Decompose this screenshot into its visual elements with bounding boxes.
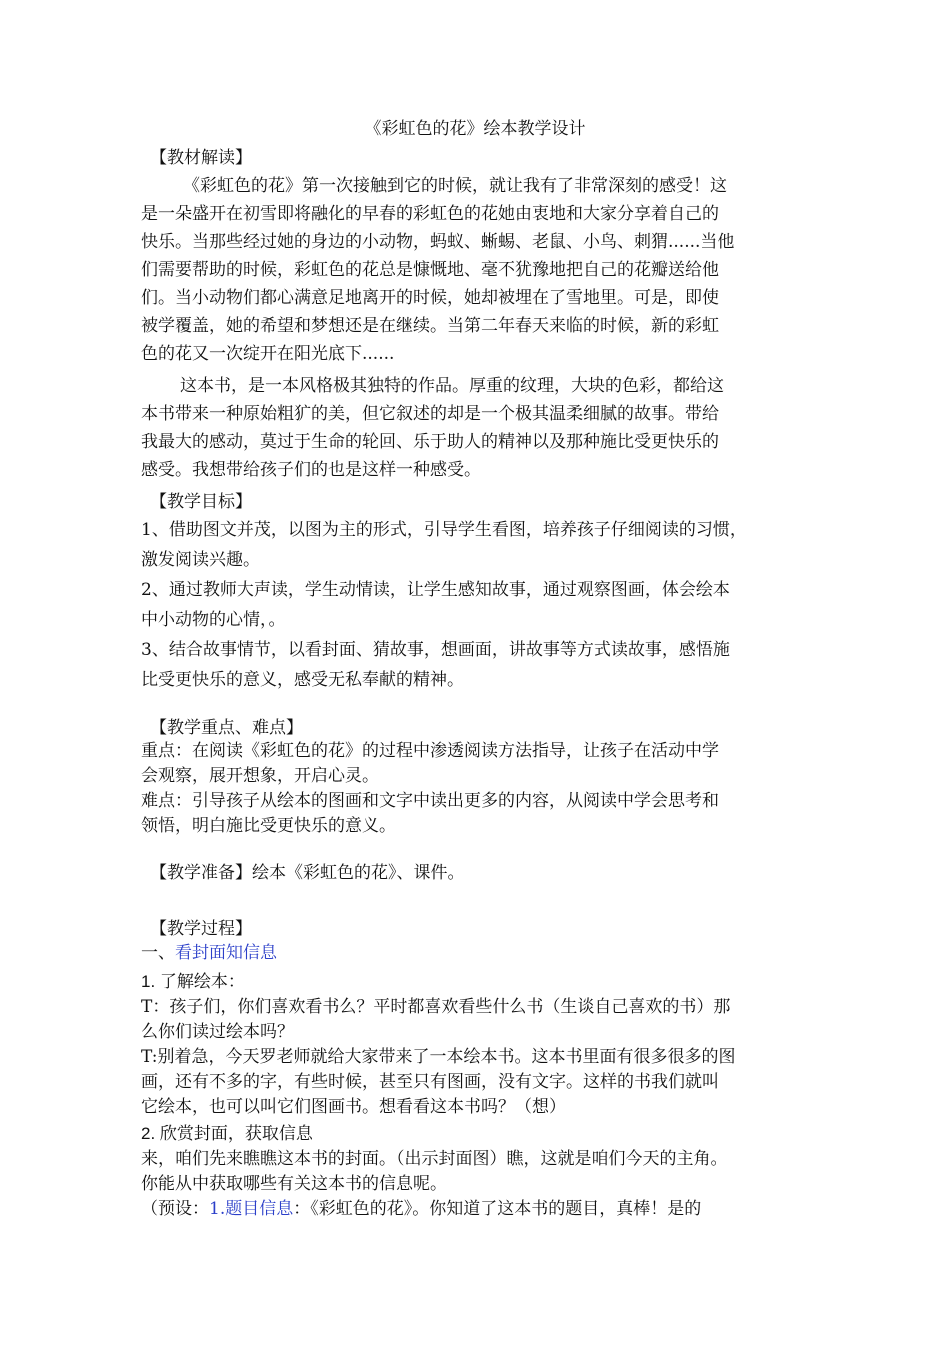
substep-heading: 1. 了解绘本： (141, 972, 245, 991)
paragraph-line: 色的花又一次绽开在阳光底下...... (141, 344, 395, 364)
paragraph-line: 我最大的感动，莫过于生命的轮回、乐于助人的精神以及那种施比受更快乐的 (141, 432, 719, 452)
dialogue-line: T：孩子们，你们喜欢看书么？平时都喜欢看些什么书（生谈自己喜欢的书）那 (141, 997, 731, 1017)
dialogue-line: 它绘本，也可以叫它们图画书。想看看这本书吗？（想） (141, 1097, 566, 1117)
paragraph-line: （预设：1.题目信息：《彩虹色的花》。你知道了这本书的题目，真棒！是的 (141, 1199, 702, 1219)
paragraph-line: 是一朵盛开在初雪即将融化的早春的彩虹色的花她由衷地和大家分享着自己的 (141, 204, 719, 224)
paragraph-line: 被学覆盖，她的希望和梦想还是在继续。当第二年春天来临的时候，新的彩虹 (141, 316, 719, 336)
preset-topic-link: 1.题目信息 (209, 1199, 294, 1219)
paragraph-line: 们。当小动物们都心满意足地离开的时候，她却被埋在了雪地里。可是，即使 (141, 288, 719, 308)
substep-heading: 2. 欣赏封面，获取信息 (141, 1124, 313, 1143)
paragraph-line: 会观察，展开想象，开启心灵。 (141, 766, 379, 786)
paragraph-line: 们需要帮助的时候，彩虹色的花总是慷慨地、毫不犹豫地把自己的花瓣送给他 (141, 260, 719, 280)
goal-item: 激发阅读兴趣。 (141, 550, 260, 570)
section-heading-goals: 【教学目标】 (150, 492, 252, 512)
paragraph-line: 快乐。当那些经过她的身边的小动物，蚂蚁、蜥蜴、老鼠、小鸟、刺猬......当他 (141, 232, 735, 252)
goal-item: 3、结合故事情节，以看封面、猜故事，想画面，讲故事等方式读故事，感悟施 (141, 640, 730, 660)
section-heading-keypoints: 【教学重点、难点】 (150, 718, 303, 738)
dialogue-line: T:别着急，今天罗老师就给大家带来了一本绘本书。这本书里面有很多很多的图 (141, 1047, 736, 1067)
paragraph-line: 难点：引导孩子从绘本的图画和文字中读出更多的内容，从阅读中学会思考和 (141, 791, 719, 811)
dialogue-line: 画，还有不多的字，有些时候，甚至只有图画，没有文字。这样的书我们就叫 (141, 1072, 719, 1092)
goal-item: 中小动物的心情，。 (141, 610, 286, 630)
goal-item: 1、借助图文并茂，以图为主的形式，引导学生看图，培养孩子仔细阅读的习惯， (141, 520, 747, 540)
goal-item: 比受更快乐的意义，感受无私奉献的精神。 (141, 670, 464, 690)
paragraph-line: 感受。我想带给孩子们的也是这样一种感受。 (141, 460, 481, 480)
document-title: 《彩虹色的花》绘本教学设计 (364, 119, 586, 139)
step-title-link: 看封面知信息 (175, 943, 277, 963)
goal-item: 2、通过教师大声读，学生动情读，让学生感知故事，通过观察图画，体会绘本 (141, 580, 730, 600)
section-heading-preparation: 【教学准备】绘本《彩虹色的花》、课件。 (150, 863, 465, 883)
paragraph-line: 重点：在阅读《彩虹色的花》的过程中渗透阅读方法指导，让孩子在活动中学 (141, 741, 719, 761)
paragraph-line: 这本书，是一本风格极其独特的作品。厚重的纹理，大块的色彩，都给这 (180, 376, 724, 396)
paragraph-line: 领悟，明白施比受更快乐的意义。 (141, 816, 396, 836)
paragraph-line: 来，咱们先来瞧瞧这本书的封面。（出示封面图）瞧，这就是咱们今天的主角。 (141, 1149, 728, 1169)
process-step-heading (141, 941, 277, 965)
paragraph-line: 《彩虹色的花》第一次接触到它的时候，就让我有了非常深刻的感受！这 (183, 176, 727, 196)
paragraph-line: 本书带来一种原始粗犷的美，但它叙述的却是一个极其温柔细腻的故事。带给 (141, 404, 719, 424)
section-heading-material: 【教材解读】 (150, 148, 252, 168)
section-heading-process: 【教学过程】 (150, 919, 252, 939)
step-number: 一、 (141, 943, 175, 963)
dialogue-line: 么你们读过绘本吗？ (141, 1022, 294, 1042)
paragraph-line: 你能从中获取哪些有关这本书的信息呢。 (141, 1174, 447, 1194)
